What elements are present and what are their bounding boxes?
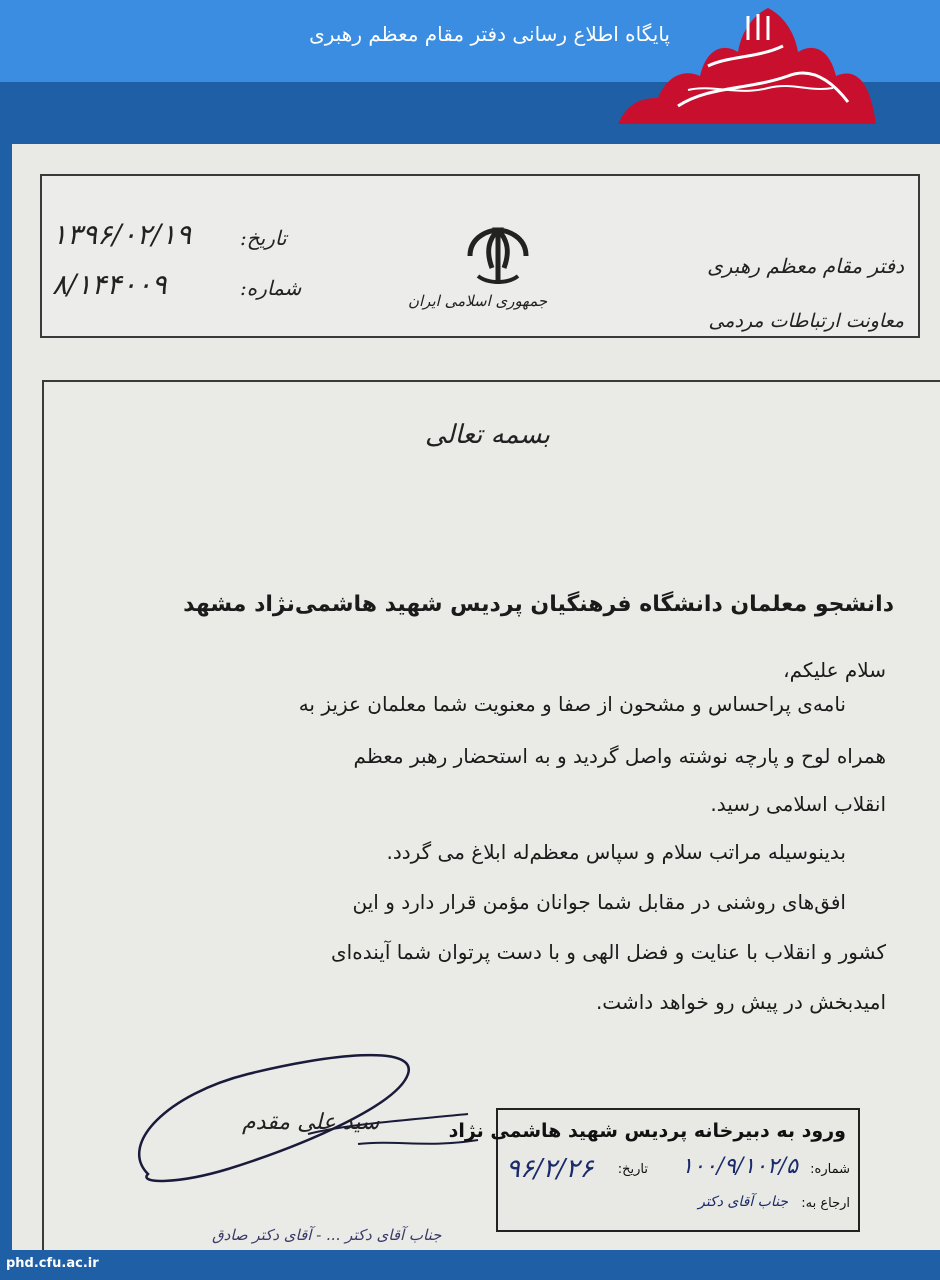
registry-stamp [448,1108,860,1232]
letter-line: افق‌های روشنی در مقابل شما جوانان مؤمن قرار دارد و این [352,890,846,914]
number-label: شماره: [240,276,302,300]
leader-calligraphy-emblem [618,6,876,124]
watermark-text: phd.cfu.ac.ir [6,1256,99,1271]
country-name: جمهوری اسلامی ایران [408,292,548,310]
stamp-referral-value: جناب آقای دکتر [698,1194,788,1210]
letter-line: امیدبخش در پیش رو خواهد داشت. [595,990,886,1014]
letter-line: بدینوسیله مراتب سلام و سپاس معظم‌له ابلاغ می گردد. [386,840,846,864]
letter-photo [12,144,940,1250]
letter-greeting: سلام علیکم، [783,658,886,682]
office-department: معاونت ارتباطات مردمی [708,310,904,332]
date-label: تاریخ: [240,226,287,250]
stamp-date-label: تاریخ: [617,1162,648,1177]
watermark-bar [0,1250,940,1280]
coat-of-arms-icon [448,226,548,286]
bismillah-heading: بسمه تعالی [425,420,550,450]
signer-name: سید علی مقدم [242,1110,380,1135]
stamp-number-label: شماره: [810,1162,850,1177]
letter-line: همراه لوح و پارچه نوشته واصل گردید و به استحضار رهبر معظم [353,744,886,768]
letter-line: کشور و انقلاب با عنایت و فضل الهی و با دست پرتوان شما آینده‌ای [331,940,886,964]
office-name: دفتر مقام معظم رهبری [707,254,904,278]
stamp-date-value: ۹۶/۲/۲۶ [506,1154,594,1184]
handwritten-referral-note: جناب آقای دکتر ... - آقای دکتر صادق [212,1226,442,1244]
letter-line: نامه‌ی پراحساس و مشحون از صفا و معنویت شما معلمان عزیز به [298,692,846,716]
letter-line: انقلاب اسلامی رسید. [710,792,886,816]
stamp-title: ورود به دبیرخانه پردیس شهید هاشمی نژاد [448,1120,846,1142]
site-title: پایگاه اطلاع رسانی دفتر مقام معظم رهبری [309,22,670,46]
stamp-referral-label: ارجاع به: [801,1196,850,1211]
letter-addressee: دانشجو معلمان دانشگاه فرهنگیان پردیس شهید هاشمی‌نژاد مشهد [183,592,894,617]
number-value: ۸/۱۴۴۰۰۹ [52,268,167,301]
date-value: ۱۳۹۶/۰۲/۱۹ [52,218,192,251]
stamp-number-value: ۱۰۰/۹/۱۰۲/۵ [681,1154,798,1179]
